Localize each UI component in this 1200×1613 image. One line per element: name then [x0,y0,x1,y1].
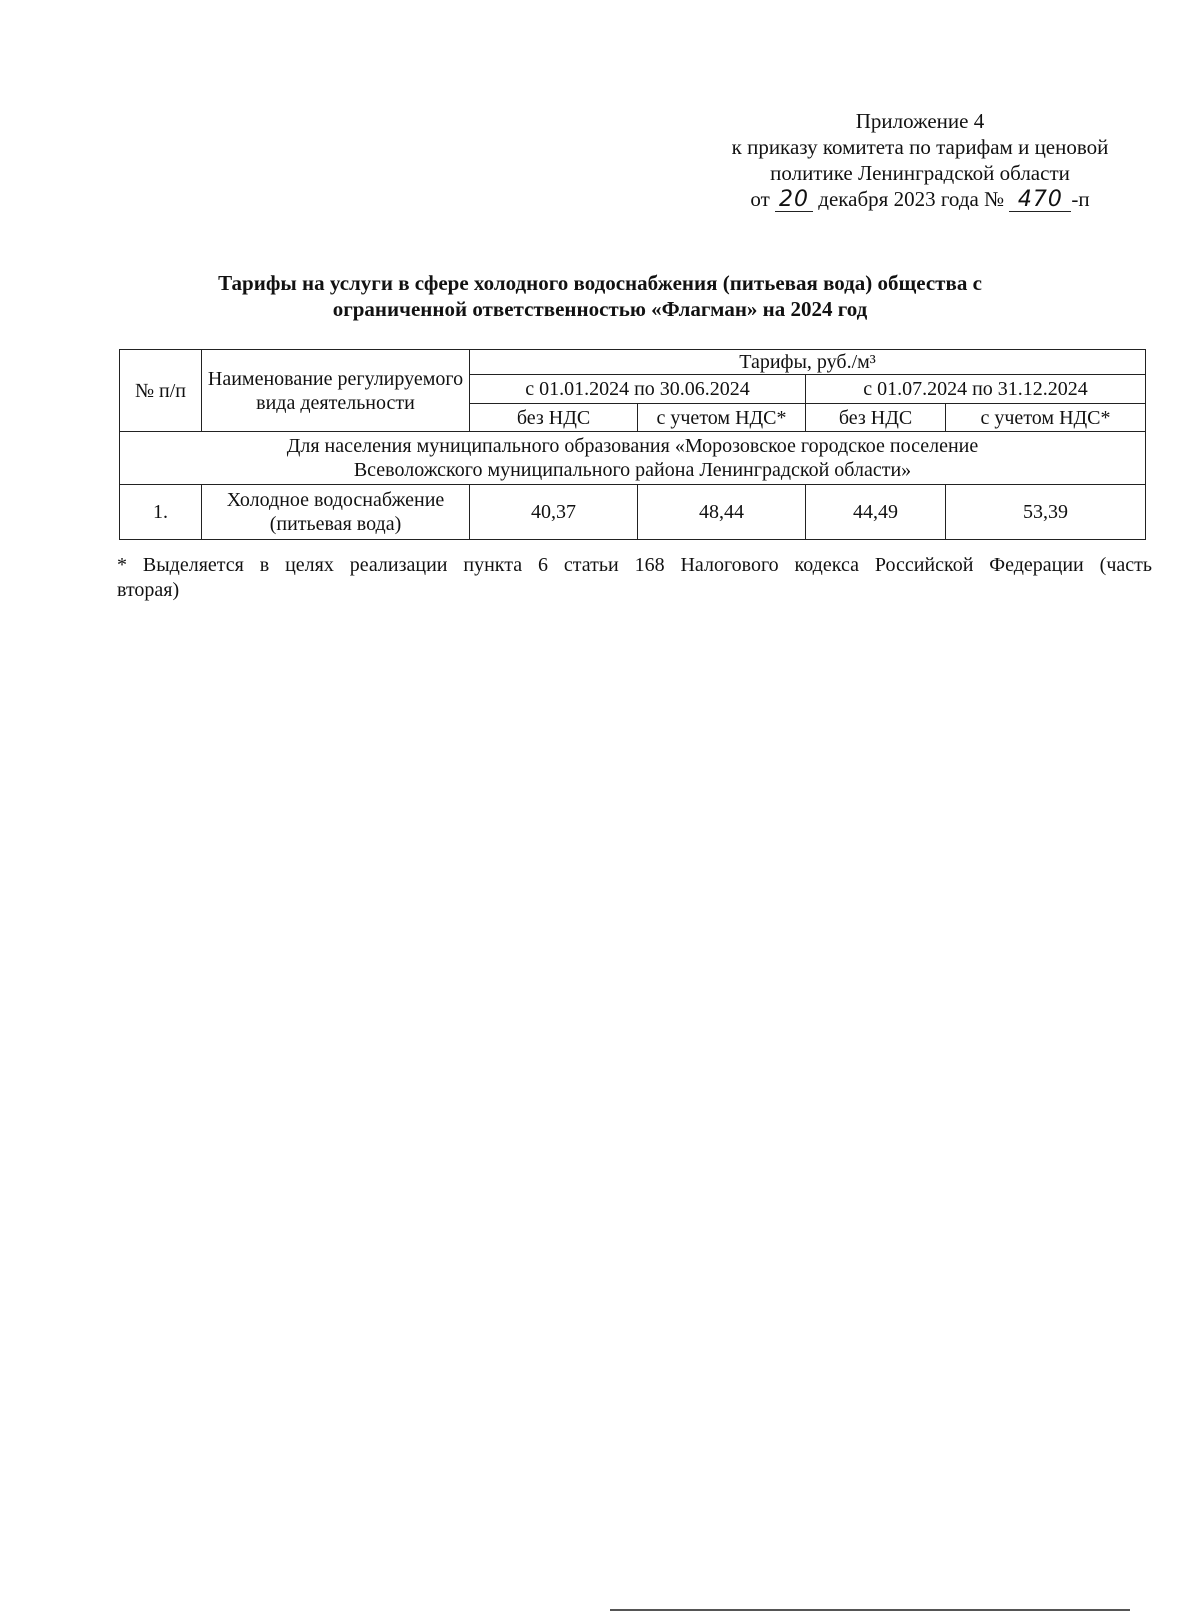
col-number-header: № п/п [120,350,202,432]
title-line-1: Тарифы на услуги в сфере холодного водоснабжения (питьевая вода) общества с [218,271,982,295]
handwritten-day: 20 [775,189,813,212]
header-row-1 [120,350,1146,375]
col-activity-header: Наименование регулируемого вида деятельности [202,350,470,432]
p1-without-vat-header: без НДС [470,404,638,432]
section-line-2: Всеволожского муниципального района Ленинградской области» [353,459,912,481]
appendix-committee: политике Ленинградской области [770,161,1070,185]
footnote-line-2: вторая) [117,579,180,601]
date-rest: декабря 2023 года № [818,187,1005,211]
row-number: 1. [120,485,202,540]
row-p1-with-vat: 48,44 [638,485,806,540]
appendix-date-line [690,186,1150,212]
appendix-title: Приложение 4 [855,109,985,133]
document-title [150,270,1050,322]
row-activity: Холодное водоснабжение (питьевая вода) [202,485,470,540]
col-tariffs-header: Тарифы, руб./м³ [470,350,1146,375]
p2-without-vat-header: без НДС [806,404,946,432]
title-line-2: ограниченной ответственностью «Флагман» на 2024 год [332,297,868,321]
table-row [120,485,1146,540]
handwritten-order-number: 470 [1009,189,1071,212]
scan-edge-line [610,1609,1130,1611]
period-1-header: с 01.01.2024 по 30.06.2024 [470,375,806,404]
period-2-header: с 01.07.2024 по 31.12.2024 [806,375,1146,404]
date-prefix: от [750,187,770,211]
appendix-order-ref: к приказу комитета по тарифам и ценовой [731,135,1109,159]
row-p2-with-vat: 53,39 [946,485,1146,540]
p1-with-vat-header: с учетом НДС* [638,404,806,432]
footnote [117,553,1152,603]
footnote-line-1: * Выделяется в целях реализации пункта 6 статьи 168 Налогового кодекса Российской Федерации (часть [117,554,1152,576]
section-row [120,432,1146,485]
tariff-table [119,349,1146,540]
section-line-1: Для населения муниципального образования «Морозовское городское поселение [286,435,979,457]
order-suffix: -п [1071,187,1090,211]
section-label [120,432,1146,485]
row-p1-without-vat: 40,37 [470,485,638,540]
row-p2-without-vat: 44,49 [806,485,946,540]
p2-with-vat-header: с учетом НДС* [946,404,1146,432]
appendix-header [690,108,1150,212]
